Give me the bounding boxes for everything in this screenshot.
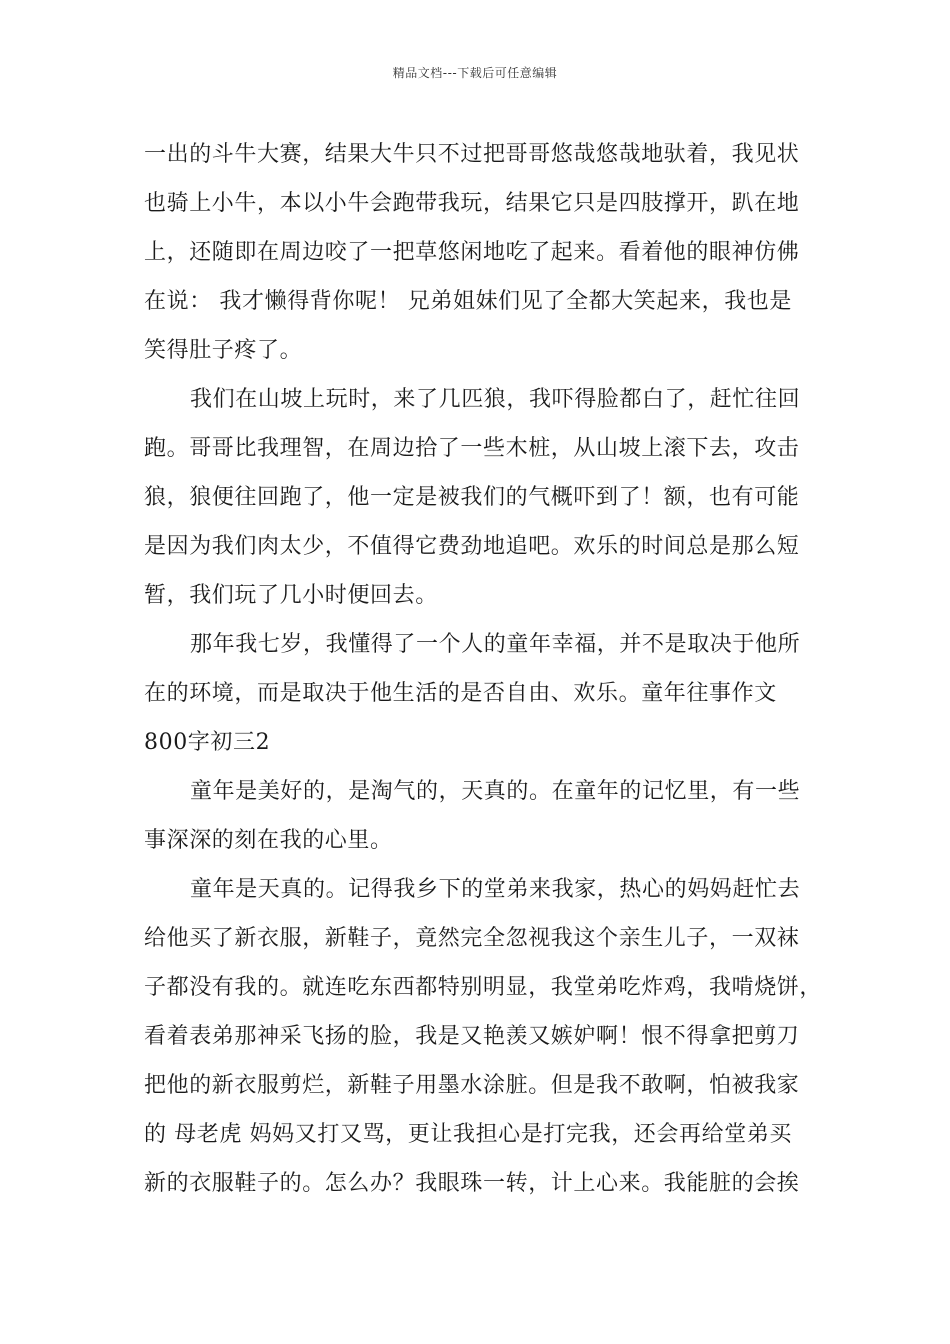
text-line: 暂，我们玩了几小时便回去。	[144, 583, 438, 608]
text-line: 800字初三2	[144, 730, 271, 755]
text-line: 是因为我们肉太少，不值得它费劲地追吧。欢乐的时间总是那么短	[144, 534, 800, 559]
text-line: 在的环境，而是取决于他生活的是否自由、欢乐。童年往事作文	[144, 681, 777, 706]
text-line: 把他的新衣服剪烂，新鞋子用墨水涂脏。但是我不敢啊，怕被我家	[144, 1073, 800, 1098]
text-line: 新的衣服鞋子的。怎么办？我眼珠一转，计上心来。我能脏的会挨	[144, 1171, 800, 1196]
page-header: 精品文档---下载后可任意编辑	[392, 66, 558, 80]
paragraph-first-line: 童年是天真的。记得我乡下的堂弟来我家，热心的妈妈赶忙去	[190, 877, 801, 902]
text-line: 子都没有我的。就连吃东西都特别明显，我堂弟吃炸鸡，我啃烧饼，	[144, 975, 823, 1000]
paragraph-first-line: 我们在山坡上玩时，来了几匹狼，我吓得脸都白了，赶忙往回	[190, 387, 801, 412]
text-line: 给他买了新衣服，新鞋子，竟然完全忽视我这个亲生儿子，一双袜	[144, 926, 800, 951]
paragraph-first-line: 童年是美好的，是淘气的，天真的。在童年的记忆里，有一些	[190, 779, 801, 804]
text-line: 也骑上小牛，本以小牛会跑带我玩，结果它只是四肢撑开，趴在地	[144, 191, 800, 216]
text-line: 笑得肚子疼了。	[144, 338, 303, 363]
paragraph-first-line: 那年我七岁，我懂得了一个人的童年幸福，并不是取决于他所	[190, 632, 801, 657]
body-text	[144, 130, 823, 1208]
text-line: 狼，狼便往回跑了，他一定是被我们的气概吓到了！额，也有可能	[144, 485, 800, 510]
text-line: 上，还随即在周边咬了一把草悠闲地吃了起来。看着他的眼神仿佛	[144, 240, 800, 265]
text-line: 一出的斗牛大赛，结果大牛只不过把哥哥悠哉悠哉地驮着，我见状	[144, 142, 800, 167]
text-line: 在说： 我才懒得背你呢！ 兄弟姐妹们见了全都大笑起来，我也是	[144, 289, 792, 314]
text-line: 跑。哥哥比我理智，在周边拾了一些木桩，从山坡上滚下去，攻击	[144, 436, 800, 461]
text-line: 的 母老虎 妈妈又打又骂，更让我担心是打完我，还会再给堂弟买	[144, 1122, 792, 1147]
text-line: 事深深的刻在我的心里。	[144, 828, 393, 853]
text-line: 看着表弟那神采飞扬的脸，我是又艳羡又嫉妒啊！恨不得拿把剪刀	[144, 1024, 800, 1049]
